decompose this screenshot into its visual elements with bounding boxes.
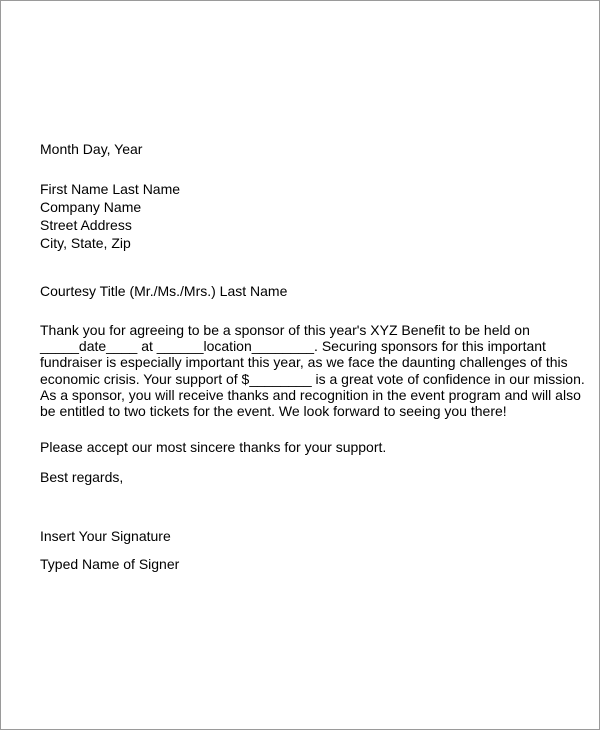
- salutation: Courtesy Title (Mr./Ms./Mrs.) Last Name: [40, 283, 288, 299]
- signer-name: Typed Name of Signer: [40, 556, 180, 572]
- closing: Best regards,: [40, 469, 124, 485]
- recipient-company: Company Name: [40, 199, 142, 215]
- signature-placeholder: Insert Your Signature: [40, 528, 171, 544]
- body-line: As a sponsor, you will receive thanks and recognition in the event program and will also: [40, 386, 581, 403]
- body-line: economic crisis. Your support of $________ is a great vote of confidence in our mission.: [40, 370, 585, 387]
- recipient-name: First Name Last Name: [40, 181, 181, 197]
- body-line: Thank you for agreeing to be a sponsor of this year's XYZ Benefit to be held on: [40, 322, 530, 338]
- recipient-street: Street Address: [40, 217, 132, 233]
- recipient-city-state-zip: City, State, Zip: [40, 235, 131, 251]
- body-line: _____date____ at ______location________. Securing sponsors for this important: [40, 338, 546, 355]
- thanks-line: Please accept our most sincere thanks for your support.: [40, 439, 387, 455]
- letter-body: [40, 322, 585, 419]
- letter-date: Month Day, Year: [40, 141, 143, 157]
- body-line: fundraiser is especially important this year, as we face the daunting challenges of this: [40, 354, 568, 371]
- body-line: be entitled to two tickets for the event. We look forward to seeing you there!: [40, 403, 507, 420]
- recipient-address: [40, 180, 180, 252]
